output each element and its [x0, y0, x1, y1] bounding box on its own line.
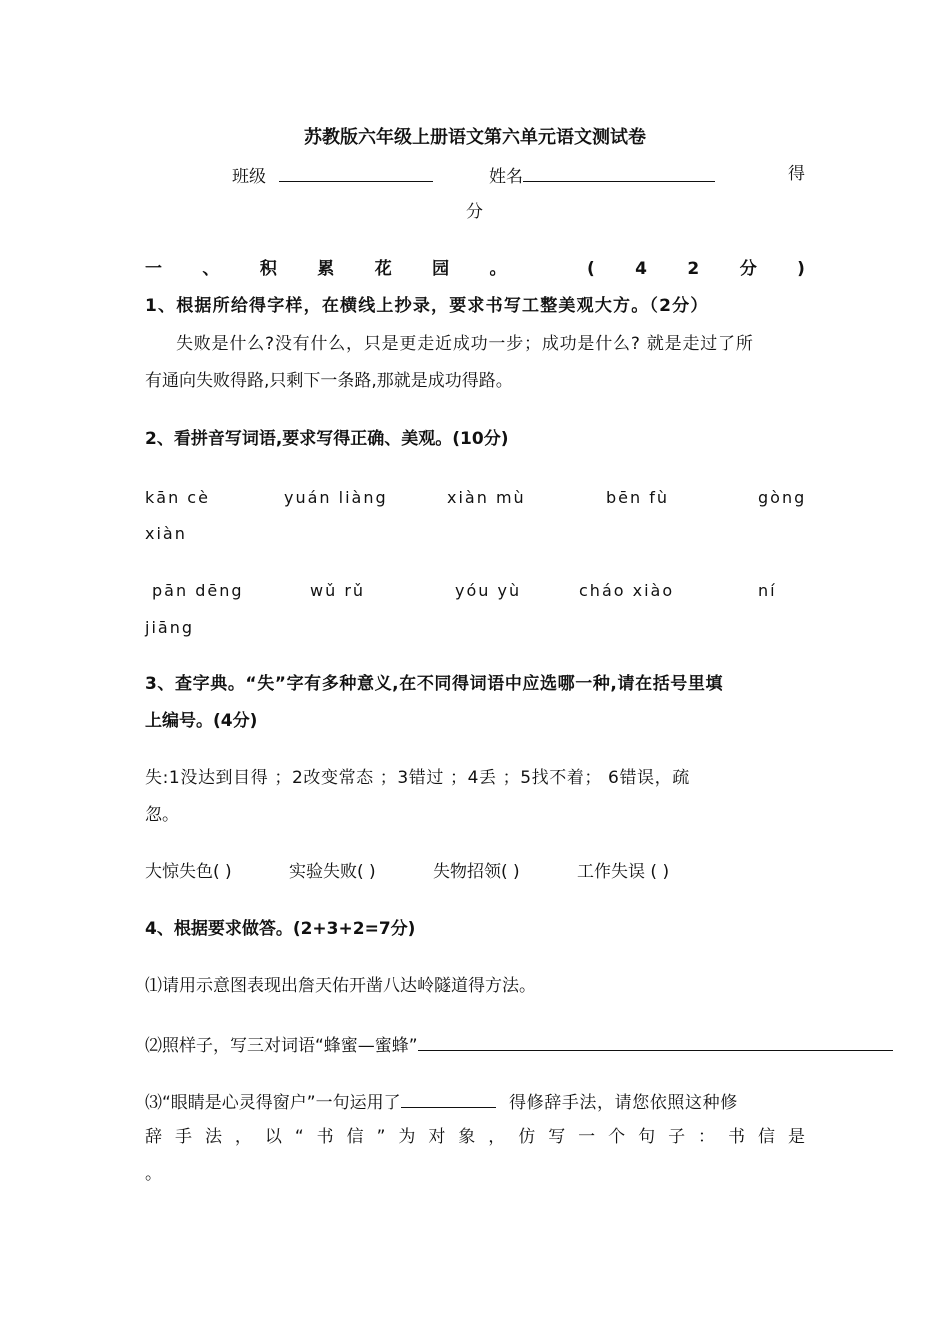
q4-title: 4、根据要求做答。(2+3+2=7分): [145, 919, 416, 939]
pinyin-item: ní: [758, 581, 777, 600]
pinyin-item: xiàn mù: [447, 488, 526, 507]
name-label: 姓名: [489, 167, 523, 187]
q3-title-line1: 3、查字典。“失”字有多种意义,在不同得词语中应选哪一种,请在括号里填: [145, 674, 724, 694]
name-field: [489, 163, 715, 188]
q3-item: 实验失败( ): [289, 862, 376, 882]
q3-item: 失物招领( ): [433, 862, 520, 882]
q3-meanings-line1: 失:1没达到目得 ；2改变常态 ；3错过 ；4丢 ；5找不着； 6错误，疏: [145, 768, 690, 788]
pinyin-item: yóu yù: [455, 581, 522, 600]
q1-text-line1: 失败是什么?没有什么，只是更走近成功一步；成功是什么? 就是走过了所: [176, 334, 754, 354]
q2-pinyin-row1-wrap: xiàn: [145, 524, 187, 543]
pinyin-item: cháo xiào: [579, 581, 675, 600]
q3-item: 工作失误 ( ): [577, 862, 670, 882]
q2-title: 2、看拼音写词语,要求写得正确、美观。(10分): [145, 429, 509, 449]
q4-sub2-blank[interactable]: [418, 1032, 893, 1051]
q4-sub3-blank[interactable]: [401, 1089, 496, 1108]
q3-item: 大惊失色( ): [145, 862, 232, 882]
section1-heading: 一 、 积 累 花 园 。 ( 4 2 分 ): [145, 259, 805, 279]
q1-title: 1、根据所给得字样，在横线上抄录，要求书写工整美观大方。（2分）: [145, 296, 709, 316]
pinyin-item: yuán liàng: [284, 488, 388, 507]
pinyin-item: wǔ rǔ: [310, 581, 366, 600]
q4-sub3-line2: 辞 手 法 ， 以 “ 书 信 ” 为 对 象 ， 仿 写 一 个 句 子 ： 书 信 是: [145, 1127, 805, 1147]
score-label-1: 得: [788, 164, 805, 184]
q2-pinyin-row1: [0, 487, 950, 509]
q4-sub3-line3: 。: [145, 1164, 162, 1184]
q1-text-line2: 有通向失败得路,只剩下一条路,那就是成功得路。: [145, 371, 513, 391]
score-label-2: 分: [466, 202, 483, 222]
q4-sub2: ⑵照样子，写三对词语“蜂蜜—蜜蜂”: [145, 1032, 893, 1057]
pinyin-item: bēn fù: [606, 488, 669, 507]
name-blank[interactable]: [523, 163, 715, 182]
q3-meanings-line2: 忽。: [145, 805, 179, 825]
q2-pinyin-row2-wrap: jiāng: [145, 618, 194, 637]
page-title: 苏教版六年级上册语文第六单元语文测试卷: [304, 127, 646, 148]
pinyin-item: pān dēng: [152, 581, 244, 600]
q4-sub3-line1: ⑶“眼睛是心灵得窗户”一句运用了 得修辞手法，请您依照这种修: [145, 1089, 738, 1114]
q3-title-line2: 上编号。(4分): [145, 711, 258, 731]
pinyin-item: gòng: [758, 488, 807, 507]
q3-items: [0, 861, 950, 883]
q2-pinyin-row2: [0, 580, 950, 602]
class-blank[interactable]: [279, 163, 433, 182]
q4-sub1: ⑴请用示意图表现出詹天佑开凿八达岭隧道得方法。: [145, 976, 536, 996]
class-label: 班级: [232, 167, 266, 187]
pinyin-item: kān cè: [145, 488, 210, 507]
class-field: [232, 163, 433, 188]
